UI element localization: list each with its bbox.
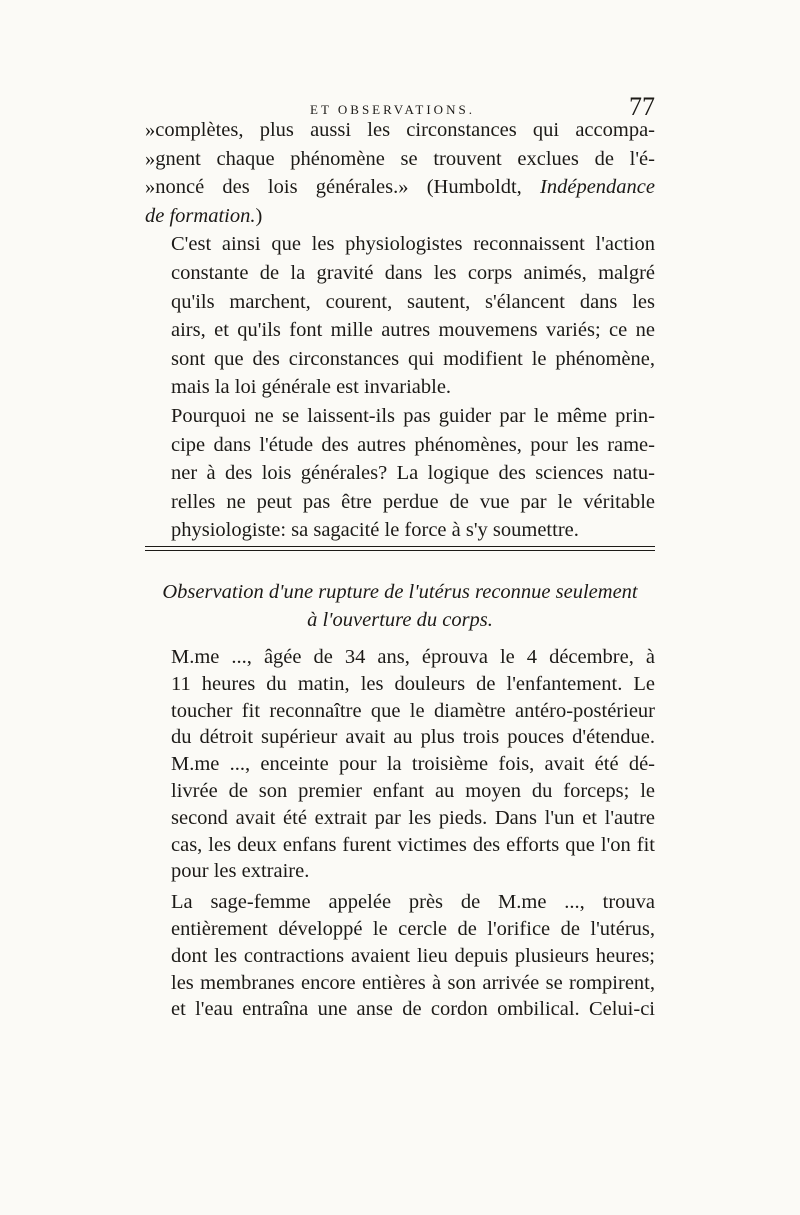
text-line: 11 heures du matin, les douleurs de l'enfantement. Le: [171, 672, 655, 695]
text-line: physiologiste: sa sagacité le force à s'y soumettre.: [171, 519, 579, 542]
text-line: constante de la gravité dans les corps animés, malgré: [171, 261, 655, 284]
paragraph: [145, 644, 655, 885]
observation-text: [145, 644, 655, 1027]
text-line: M.me ..., enceinte pour la troisième fois, avait été dé-: [171, 753, 655, 776]
divider-line: [145, 546, 655, 547]
text-line: »gnent chaque phénomène se trouvent exclues de l'é-: [145, 147, 655, 170]
section-title: [145, 578, 655, 634]
running-title: ET OBSERVATIONS.: [310, 102, 475, 117]
text-line: sont que des circonstances qui modifient le phénomène,: [171, 347, 655, 370]
paragraph: [145, 889, 655, 1023]
text-line: dont les contractions avaient lieu depuis plusieurs heures;: [171, 944, 655, 967]
text-line: toucher fit reconnaître que le diamètre antéro-postérieur: [171, 699, 655, 722]
text-line: du détroit supérieur avait au plus trois pouces d'étendue.: [171, 726, 655, 749]
page-number: 77: [629, 92, 655, 121]
text-fragment: ): [255, 204, 263, 227]
quote-end: [145, 116, 655, 230]
text-fragment: »noncé des lois générales.» (Humboldt,: [145, 176, 541, 199]
paragraph: [145, 230, 655, 402]
text-line: »complètes, plus aussi les circonstances qui accompa-: [145, 119, 655, 141]
text-line: les membranes encore entières à son arrivée se rompirent,: [171, 971, 655, 994]
text-line: [145, 202, 655, 231]
section-title-line: à l'ouverture du corps.: [307, 609, 493, 631]
text-line: M.me ..., âgée de 34 ans, éprouva le 4 décembre, à: [171, 646, 655, 668]
text-line: ner à des lois générales? La logique des sciences natu-: [171, 462, 655, 485]
citation-title: Indépendance: [540, 176, 655, 199]
section-title-line: Observation d'une rupture de l'utérus reconnue seulement: [162, 581, 638, 603]
divider-line: [145, 550, 655, 551]
text-line: mais la loi générale est invariable.: [171, 376, 452, 399]
text-line: cas, les deux enfans furent victimes des efforts que l'on fit: [171, 833, 655, 856]
text-line: C'est ainsi que les physiologistes reconnaissent l'action: [171, 233, 655, 256]
text-line: second avait été extrait par les pieds. Dans l'un et l'autre: [171, 806, 655, 829]
citation-title: de formation.: [145, 204, 256, 227]
text-line: livrée de son premier enfant au moyen du forceps; le: [171, 779, 655, 802]
text-line: cipe dans l'étude des autres phénomènes, pour les rame-: [171, 433, 655, 456]
paragraph: [145, 402, 655, 545]
main-text: [145, 116, 655, 545]
text-line: entièrement développé le cercle de l'orifice de l'utérus,: [171, 917, 655, 940]
text-line: La sage-femme appelée près de M.me ..., trouva: [171, 891, 655, 914]
text-line: pour les extraire.: [171, 860, 310, 883]
text-line: relles ne peut pas être perdue de vue par le véritable: [171, 490, 655, 513]
text-line: Pourquoi ne se laissent-ils pas guider par le même prin-: [171, 404, 655, 427]
text-line: et l'eau entraîna une anse de cordon ombilical. Celui-ci: [171, 998, 655, 1021]
text-line: [145, 173, 655, 202]
section-divider: [145, 546, 655, 551]
text-line: airs, et qu'ils font mille autres mouvemens variés; ce ne: [171, 319, 655, 342]
text-line: qu'ils marchent, courent, sautent, s'élancent dans les: [171, 290, 655, 313]
